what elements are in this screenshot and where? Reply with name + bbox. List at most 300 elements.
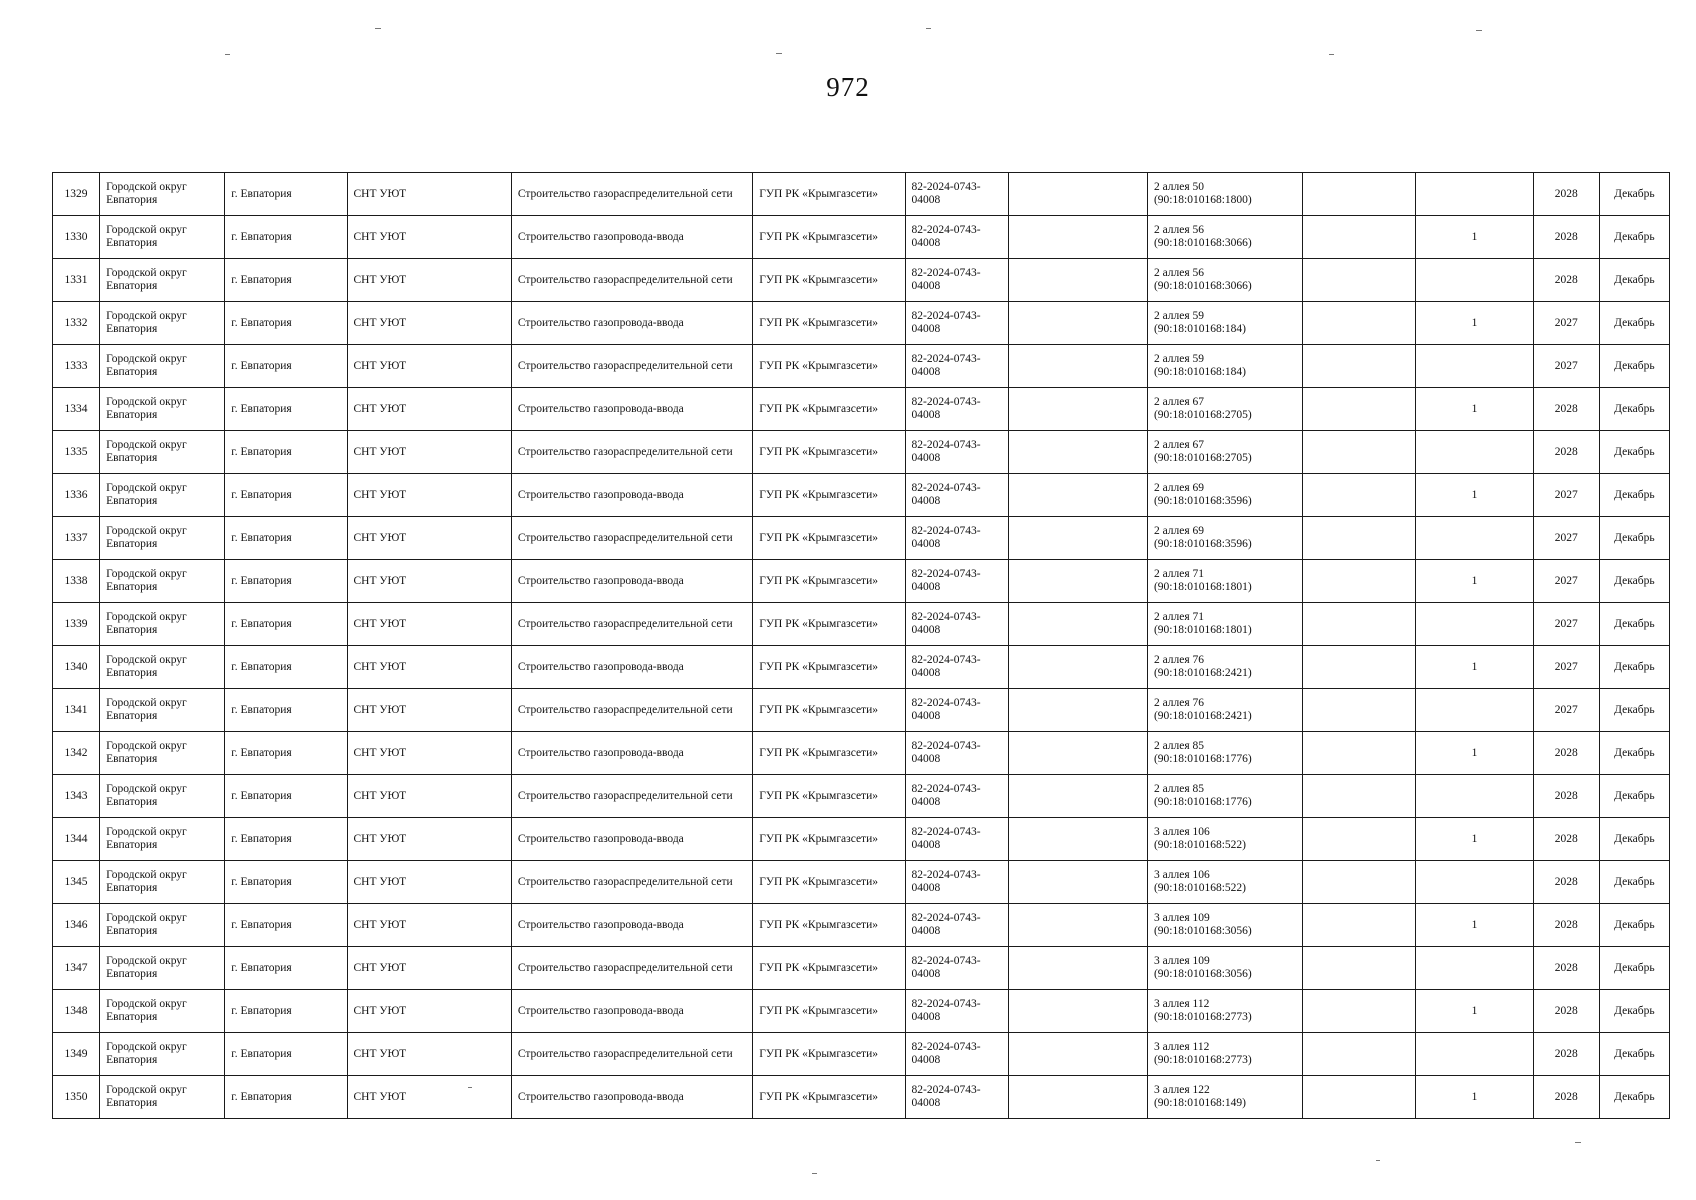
cell-organization: ГУП РК «Крымгазсети» (753, 388, 905, 431)
cell-month: Декабрь (1599, 646, 1669, 689)
cell-address: 2 аллея 85 (90:18:010168:1776) (1147, 775, 1302, 818)
cell-empty (1303, 1076, 1416, 1119)
cell-address: 2 аллея 67 (90:18:010168:2705) (1147, 431, 1302, 474)
cell-empty (1303, 990, 1416, 1033)
cell-address: 3 аллея 106 (90:18:010168:522) (1147, 861, 1302, 904)
table-row (53, 775, 1670, 818)
cell-organization: ГУП РК «Крымгазсети» (753, 517, 905, 560)
cell-city: г. Евпатория (225, 732, 347, 775)
cell-program-code: 82-2024-0743-04008 (905, 646, 1008, 689)
table-row (53, 947, 1670, 990)
cell-organization: ГУП РК «Крымгазсети» (753, 646, 905, 689)
cell-district: Городской округ Евпатория (100, 732, 225, 775)
cell-organization: ГУП РК «Крымгазсети» (753, 302, 905, 345)
cell-empty (1008, 990, 1147, 1033)
cell-row-number: 1332 (53, 302, 100, 345)
cell-district: Городской округ Евпатория (100, 947, 225, 990)
cell-month: Декабрь (1599, 1033, 1669, 1076)
cell-row-number: 1339 (53, 603, 100, 646)
cell-address: 2 аллея 50 (90:18:010168:1800) (1147, 173, 1302, 216)
cell-district: Городской округ Евпатория (100, 990, 225, 1033)
cell-organization: ГУП РК «Крымгазсети» (753, 904, 905, 947)
cell-program-code: 82-2024-0743-04008 (905, 216, 1008, 259)
cell-row-number: 1346 (53, 904, 100, 947)
cell-organization: ГУП РК «Крымгазсети» (753, 259, 905, 302)
cell-city: г. Евпатория (225, 345, 347, 388)
cell-year: 2028 (1533, 732, 1599, 775)
cell-count: 1 (1416, 302, 1533, 345)
cell-address: 2 аллея 69 (90:18:010168:3596) (1147, 474, 1302, 517)
cell-year: 2028 (1533, 861, 1599, 904)
cell-program-code: 82-2024-0743-04008 (905, 517, 1008, 560)
cell-month: Декабрь (1599, 388, 1669, 431)
cell-month: Декабрь (1599, 775, 1669, 818)
cell-count: 1 (1416, 1076, 1533, 1119)
cell-empty (1303, 818, 1416, 861)
cell-district: Городской округ Евпатория (100, 345, 225, 388)
cell-empty (1303, 431, 1416, 474)
cell-city: г. Евпатория (225, 388, 347, 431)
cell-work-type: Строительство газопровода-ввода (511, 990, 752, 1033)
cell-count (1416, 775, 1533, 818)
cell-program-code: 82-2024-0743-04008 (905, 1033, 1008, 1076)
scan-speck (1376, 1160, 1380, 1161)
cell-empty (1008, 216, 1147, 259)
cell-snt: СНТ УЮТ (347, 216, 511, 259)
cell-month: Декабрь (1599, 560, 1669, 603)
cell-city: г. Евпатория (225, 861, 347, 904)
cell-empty (1303, 302, 1416, 345)
cell-row-number: 1333 (53, 345, 100, 388)
cell-row-number: 1348 (53, 990, 100, 1033)
cell-empty (1008, 947, 1147, 990)
cell-city: г. Евпатория (225, 216, 347, 259)
cell-month: Декабрь (1599, 947, 1669, 990)
cell-address: 2 аллея 56 (90:18:010168:3066) (1147, 216, 1302, 259)
cell-organization: ГУП РК «Крымгазсети» (753, 689, 905, 732)
cell-city: г. Евпатория (225, 818, 347, 861)
scan-speck (1329, 54, 1334, 55)
scan-speck (926, 28, 931, 29)
cell-empty (1303, 775, 1416, 818)
cell-count (1416, 689, 1533, 732)
cell-month: Декабрь (1599, 1076, 1669, 1119)
cell-month: Декабрь (1599, 345, 1669, 388)
cell-city: г. Евпатория (225, 259, 347, 302)
cell-month: Декабрь (1599, 689, 1669, 732)
cell-year: 2028 (1533, 173, 1599, 216)
table-row (53, 689, 1670, 732)
cell-empty (1008, 1076, 1147, 1119)
cell-row-number: 1347 (53, 947, 100, 990)
cell-month: Декабрь (1599, 474, 1669, 517)
table-row (53, 990, 1670, 1033)
cell-year: 2027 (1533, 302, 1599, 345)
cell-snt: СНТ УЮТ (347, 1033, 511, 1076)
cell-organization: ГУП РК «Крымгазсети» (753, 732, 905, 775)
table-row (53, 904, 1670, 947)
cell-city: г. Евпатория (225, 689, 347, 732)
cell-row-number: 1341 (53, 689, 100, 732)
cell-city: г. Евпатория (225, 990, 347, 1033)
cell-row-number: 1340 (53, 646, 100, 689)
cell-count (1416, 947, 1533, 990)
cell-month: Декабрь (1599, 603, 1669, 646)
scan-speck (468, 1087, 472, 1088)
cell-empty (1008, 818, 1147, 861)
cell-month: Декабрь (1599, 990, 1669, 1033)
cell-address: 2 аллея 69 (90:18:010168:3596) (1147, 517, 1302, 560)
cell-work-type: Строительство газопровода-ввода (511, 646, 752, 689)
cell-snt: СНТ УЮТ (347, 818, 511, 861)
cell-empty (1303, 259, 1416, 302)
cell-organization: ГУП РК «Крымгазсети» (753, 947, 905, 990)
cell-year: 2028 (1533, 904, 1599, 947)
cell-city: г. Евпатория (225, 517, 347, 560)
cell-empty (1008, 173, 1147, 216)
cell-empty (1008, 775, 1147, 818)
cell-year: 2027 (1533, 517, 1599, 560)
cell-count (1416, 603, 1533, 646)
cell-district: Городской округ Евпатория (100, 1076, 225, 1119)
cell-program-code: 82-2024-0743-04008 (905, 560, 1008, 603)
cell-program-code: 82-2024-0743-04008 (905, 1076, 1008, 1119)
cell-organization: ГУП РК «Крымгазсети» (753, 345, 905, 388)
cell-work-type: Строительство газораспределительной сети (511, 603, 752, 646)
cell-year: 2028 (1533, 1076, 1599, 1119)
cell-empty (1008, 431, 1147, 474)
cell-month: Декабрь (1599, 259, 1669, 302)
cell-city: г. Евпатория (225, 603, 347, 646)
cell-address: 2 аллея 59 (90:18:010168:184) (1147, 345, 1302, 388)
cell-snt: СНТ УЮТ (347, 904, 511, 947)
cell-empty (1303, 1033, 1416, 1076)
cell-city: г. Евпатория (225, 173, 347, 216)
cell-empty (1303, 517, 1416, 560)
cell-district: Городской округ Евпатория (100, 646, 225, 689)
cell-year: 2027 (1533, 689, 1599, 732)
table-row (53, 302, 1670, 345)
cell-address: 2 аллея 71 (90:18:010168:1801) (1147, 603, 1302, 646)
cell-work-type: Строительство газопровода-ввода (511, 1076, 752, 1119)
cell-count: 1 (1416, 216, 1533, 259)
cell-row-number: 1336 (53, 474, 100, 517)
cell-empty (1303, 603, 1416, 646)
cell-district: Городской округ Евпатория (100, 603, 225, 646)
cell-count: 1 (1416, 990, 1533, 1033)
cell-month: Декабрь (1599, 431, 1669, 474)
cell-year: 2027 (1533, 345, 1599, 388)
cell-district: Городской округ Евпатория (100, 861, 225, 904)
cell-work-type: Строительство газопровода-ввода (511, 560, 752, 603)
cell-month: Декабрь (1599, 216, 1669, 259)
cell-count: 1 (1416, 646, 1533, 689)
cell-row-number: 1335 (53, 431, 100, 474)
cell-year: 2028 (1533, 990, 1599, 1033)
cell-year: 2028 (1533, 216, 1599, 259)
cell-year: 2027 (1533, 560, 1599, 603)
cell-district: Городской округ Евпатория (100, 517, 225, 560)
cell-count (1416, 861, 1533, 904)
table-row (53, 732, 1670, 775)
cell-snt: СНТ УЮТ (347, 560, 511, 603)
cell-snt: СНТ УЮТ (347, 431, 511, 474)
cell-count (1416, 1033, 1533, 1076)
cell-district: Городской округ Евпатория (100, 904, 225, 947)
table-row (53, 560, 1670, 603)
cell-count: 1 (1416, 474, 1533, 517)
cell-row-number: 1334 (53, 388, 100, 431)
cell-address: 2 аллея 71 (90:18:010168:1801) (1147, 560, 1302, 603)
cell-work-type: Строительство газораспределительной сети (511, 259, 752, 302)
cell-address: 2 аллея 67 (90:18:010168:2705) (1147, 388, 1302, 431)
table-row (53, 517, 1670, 560)
cell-work-type: Строительство газораспределительной сети (511, 689, 752, 732)
table-row (53, 388, 1670, 431)
cell-address: 2 аллея 76 (90:18:010168:2421) (1147, 689, 1302, 732)
cell-empty (1303, 732, 1416, 775)
cell-organization: ГУП РК «Крымгазсети» (753, 818, 905, 861)
cell-empty (1303, 861, 1416, 904)
cell-month: Декабрь (1599, 732, 1669, 775)
cell-empty (1303, 560, 1416, 603)
cell-empty (1008, 259, 1147, 302)
cell-program-code: 82-2024-0743-04008 (905, 947, 1008, 990)
cell-work-type: Строительство газопровода-ввода (511, 904, 752, 947)
cell-year: 2028 (1533, 259, 1599, 302)
cell-program-code: 82-2024-0743-04008 (905, 775, 1008, 818)
cell-year: 2027 (1533, 646, 1599, 689)
cell-snt: СНТ УЮТ (347, 474, 511, 517)
cell-district: Городской округ Евпатория (100, 216, 225, 259)
cell-empty (1008, 474, 1147, 517)
cell-city: г. Евпатория (225, 1076, 347, 1119)
cell-snt: СНТ УЮТ (347, 173, 511, 216)
scan-speck (776, 53, 782, 54)
cell-month: Декабрь (1599, 517, 1669, 560)
cell-organization: ГУП РК «Крымгазсети» (753, 560, 905, 603)
cell-row-number: 1330 (53, 216, 100, 259)
cell-year: 2028 (1533, 775, 1599, 818)
cell-count (1416, 173, 1533, 216)
cell-district: Городской округ Евпатория (100, 173, 225, 216)
cell-month: Декабрь (1599, 861, 1669, 904)
table-row (53, 1076, 1670, 1119)
cell-program-code: 82-2024-0743-04008 (905, 732, 1008, 775)
cell-empty (1008, 1033, 1147, 1076)
cell-snt: СНТ УЮТ (347, 388, 511, 431)
table-row (53, 818, 1670, 861)
cell-snt: СНТ УЮТ (347, 517, 511, 560)
cell-row-number: 1331 (53, 259, 100, 302)
page-number: 972 (826, 72, 870, 102)
cell-snt: СНТ УЮТ (347, 689, 511, 732)
cell-city: г. Евпатория (225, 904, 347, 947)
cell-address: 3 аллея 109 (90:18:010168:3056) (1147, 904, 1302, 947)
cell-snt: СНТ УЮТ (347, 345, 511, 388)
table-body (53, 173, 1670, 1119)
cell-organization: ГУП РК «Крымгазсети» (753, 216, 905, 259)
cell-row-number: 1342 (53, 732, 100, 775)
cell-empty (1008, 689, 1147, 732)
cell-organization: ГУП РК «Крымгазсети» (753, 1076, 905, 1119)
cell-district: Городской округ Евпатория (100, 259, 225, 302)
cell-empty (1303, 388, 1416, 431)
cell-work-type: Строительство газораспределительной сети (511, 775, 752, 818)
cell-program-code: 82-2024-0743-04008 (905, 388, 1008, 431)
cell-work-type: Строительство газораспределительной сети (511, 431, 752, 474)
cell-count: 1 (1416, 818, 1533, 861)
cell-empty (1008, 646, 1147, 689)
cell-program-code: 82-2024-0743-04008 (905, 345, 1008, 388)
cell-address: 3 аллея 112 (90:18:010168:2773) (1147, 1033, 1302, 1076)
cell-organization: ГУП РК «Крымгазсети» (753, 603, 905, 646)
table-row (53, 173, 1670, 216)
cell-work-type: Строительство газораспределительной сети (511, 947, 752, 990)
cell-snt: СНТ УЮТ (347, 646, 511, 689)
cell-program-code: 82-2024-0743-04008 (905, 689, 1008, 732)
table-row (53, 603, 1670, 646)
cell-month: Декабрь (1599, 904, 1669, 947)
cell-program-code: 82-2024-0743-04008 (905, 904, 1008, 947)
cell-city: г. Евпатория (225, 947, 347, 990)
cell-address: 3 аллея 106 (90:18:010168:522) (1147, 818, 1302, 861)
scan-speck (812, 1173, 817, 1174)
cell-empty (1008, 603, 1147, 646)
cell-snt: СНТ УЮТ (347, 861, 511, 904)
cell-organization: ГУП РК «Крымгазсети» (753, 173, 905, 216)
cell-program-code: 82-2024-0743-04008 (905, 603, 1008, 646)
cell-city: г. Евпатория (225, 431, 347, 474)
cell-work-type: Строительство газопровода-ввода (511, 732, 752, 775)
cell-empty (1303, 345, 1416, 388)
gasification-schedule-table (52, 172, 1670, 1119)
cell-empty (1008, 560, 1147, 603)
cell-empty (1008, 861, 1147, 904)
cell-count: 1 (1416, 904, 1533, 947)
cell-city: г. Евпатория (225, 560, 347, 603)
cell-district: Городской округ Евпатория (100, 431, 225, 474)
cell-work-type: Строительство газораспределительной сети (511, 861, 752, 904)
cell-empty (1008, 302, 1147, 345)
cell-empty (1008, 345, 1147, 388)
cell-count (1416, 259, 1533, 302)
table-row (53, 861, 1670, 904)
cell-organization: ГУП РК «Крымгазсети» (753, 431, 905, 474)
cell-row-number: 1350 (53, 1076, 100, 1119)
cell-city: г. Евпатория (225, 302, 347, 345)
cell-city: г. Евпатория (225, 474, 347, 517)
cell-program-code: 82-2024-0743-04008 (905, 861, 1008, 904)
cell-snt: СНТ УЮТ (347, 259, 511, 302)
cell-snt: СНТ УЮТ (347, 775, 511, 818)
cell-year: 2027 (1533, 603, 1599, 646)
cell-address: 2 аллея 85 (90:18:010168:1776) (1147, 732, 1302, 775)
cell-district: Городской округ Евпатория (100, 689, 225, 732)
cell-district: Городской округ Евпатория (100, 474, 225, 517)
cell-row-number: 1329 (53, 173, 100, 216)
scan-speck (1575, 1142, 1581, 1143)
cell-address: 2 аллея 56 (90:18:010168:3066) (1147, 259, 1302, 302)
cell-program-code: 82-2024-0743-04008 (905, 302, 1008, 345)
cell-empty (1008, 732, 1147, 775)
cell-work-type: Строительство газопровода-ввода (511, 388, 752, 431)
cell-row-number: 1338 (53, 560, 100, 603)
cell-work-type: Строительство газораспределительной сети (511, 173, 752, 216)
cell-count (1416, 431, 1533, 474)
cell-district: Городской округ Евпатория (100, 560, 225, 603)
cell-district: Городской округ Евпатория (100, 775, 225, 818)
table-row (53, 259, 1670, 302)
cell-year: 2028 (1533, 431, 1599, 474)
cell-count (1416, 517, 1533, 560)
table-row (53, 646, 1670, 689)
cell-row-number: 1344 (53, 818, 100, 861)
cell-empty (1008, 517, 1147, 560)
table-row (53, 1033, 1670, 1076)
cell-work-type: Строительство газопровода-ввода (511, 302, 752, 345)
scan-speck (1476, 30, 1482, 31)
cell-work-type: Строительство газораспределительной сети (511, 517, 752, 560)
cell-address: 3 аллея 109 (90:18:010168:3056) (1147, 947, 1302, 990)
cell-snt: СНТ УЮТ (347, 947, 511, 990)
table-row (53, 345, 1670, 388)
cell-district: Городской округ Евпатория (100, 302, 225, 345)
cell-month: Декабрь (1599, 173, 1669, 216)
cell-program-code: 82-2024-0743-04008 (905, 431, 1008, 474)
cell-work-type: Строительство газораспределительной сети (511, 1033, 752, 1076)
cell-snt: СНТ УЮТ (347, 990, 511, 1033)
cell-snt: СНТ УЮТ (347, 302, 511, 345)
table-row (53, 474, 1670, 517)
cell-address: 2 аллея 59 (90:18:010168:184) (1147, 302, 1302, 345)
cell-organization: ГУП РК «Крымгазсети» (753, 775, 905, 818)
cell-year: 2028 (1533, 388, 1599, 431)
cell-snt: СНТ УЮТ (347, 603, 511, 646)
cell-row-number: 1345 (53, 861, 100, 904)
cell-snt: СНТ УЮТ (347, 1076, 511, 1119)
cell-city: г. Евпатория (225, 1033, 347, 1076)
cell-empty (1008, 904, 1147, 947)
cell-city: г. Евпатория (225, 646, 347, 689)
cell-count (1416, 345, 1533, 388)
table-row (53, 431, 1670, 474)
cell-city: г. Евпатория (225, 775, 347, 818)
cell-row-number: 1343 (53, 775, 100, 818)
cell-program-code: 82-2024-0743-04008 (905, 259, 1008, 302)
cell-address: 3 аллея 112 (90:18:010168:2773) (1147, 990, 1302, 1033)
cell-empty (1303, 904, 1416, 947)
cell-year: 2028 (1533, 947, 1599, 990)
cell-empty (1303, 689, 1416, 732)
cell-organization: ГУП РК «Крымгазсети» (753, 474, 905, 517)
cell-work-type: Строительство газопровода-ввода (511, 818, 752, 861)
cell-organization: ГУП РК «Крымгазсети» (753, 861, 905, 904)
cell-work-type: Строительство газопровода-ввода (511, 474, 752, 517)
cell-count: 1 (1416, 560, 1533, 603)
cell-program-code: 82-2024-0743-04008 (905, 173, 1008, 216)
cell-count: 1 (1416, 388, 1533, 431)
table-row (53, 216, 1670, 259)
cell-district: Городской округ Евпатория (100, 818, 225, 861)
cell-month: Декабрь (1599, 818, 1669, 861)
cell-empty (1303, 173, 1416, 216)
cell-organization: ГУП РК «Крымгазсети» (753, 990, 905, 1033)
cell-district: Городской округ Евпатория (100, 388, 225, 431)
cell-month: Декабрь (1599, 302, 1669, 345)
cell-program-code: 82-2024-0743-04008 (905, 818, 1008, 861)
cell-address: 3 аллея 122 (90:18:010168:149) (1147, 1076, 1302, 1119)
